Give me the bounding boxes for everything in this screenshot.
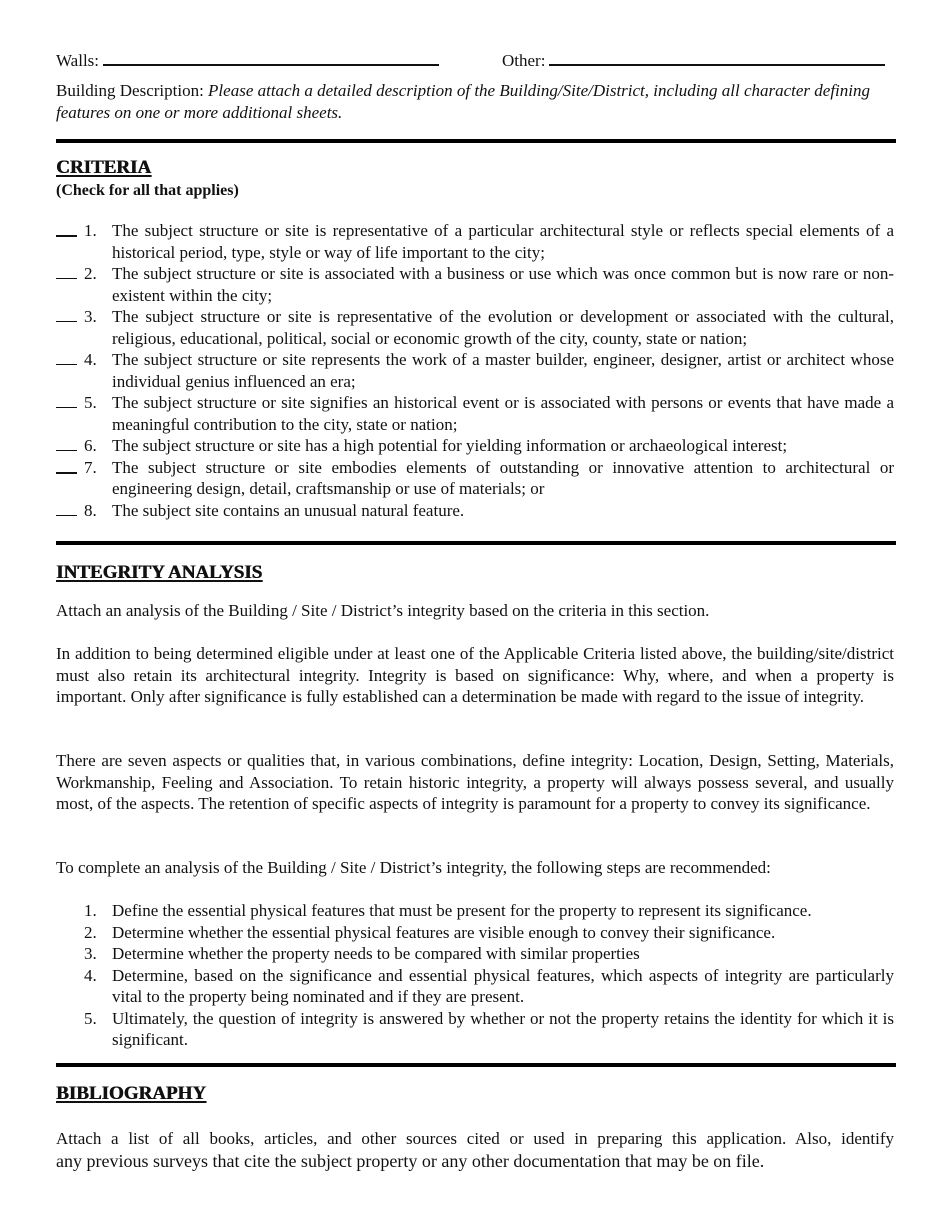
item-text: The subject site contains an unusual natural feature. [112,500,465,520]
integrity-paragraph: To complete an analysis of the Building / Site / District’s integrity, the following steps are recommended: [56,858,771,877]
step-number: 4. [84,965,97,985]
walls-label: Walls: [56,51,100,70]
checkbox-blank[interactable] [56,500,77,516]
item-text: The subject structure or site is representative of a particular architectural style or reflects special elements of a historical period, type, style or way of life important to the city; [112,221,894,262]
step-item [56,900,894,922]
other-field[interactable] [502,48,885,72]
item-text: The subject structure or site is representative of the evolution or development or associated with the cultural, religious, educational, political, social or economic growth of the city, county, state or nation; [112,307,894,348]
section-divider [56,541,896,545]
bibliography-heading: BIBLIOGRAPHY [56,1083,206,1104]
item-number: 5. [84,393,97,412]
checkbox-blank[interactable] [56,457,77,474]
checkbox-blank[interactable] [56,220,77,237]
integrity-paragraph: There are seven aspects or qualities that, in various combinations, define integrity: Location, Design, Setting, Materials, Workmanship, Feeling and Association. To retain historic integrity, a property will always possess several, and usually most, of the aspects. The retention of specific aspects of integrity is paramount for a property to convey its significance. [56,751,894,813]
walls-field[interactable] [56,48,439,72]
item-number: 2. [84,264,97,283]
criteria-item[interactable] [56,457,894,500]
item-text: The subject structure or site represents the work of a master builder, engineer, designer, artist or architect whose individual genius influenced an era; [112,350,894,391]
section-divider [56,139,896,143]
materials-row [56,48,894,72]
criteria-subheading: (Check for all that applies) [56,182,239,199]
step-number: 5. [84,1008,97,1028]
other-label: Other: [502,51,546,70]
item-text: The subject structure or site is associated with a business or use which was once common but is now rare or non-existent within the city; [112,264,894,305]
item-text: The subject structure or site signifies an historical event or is associated with persons or events that have made a meaningful contribution to the city, state or nation; [112,393,894,434]
step-item [56,922,894,944]
step-number: 3. [84,944,97,963]
checkbox-blank[interactable] [56,306,77,322]
section-divider [56,1063,896,1067]
other-input-line[interactable] [549,48,885,66]
item-number: 1. [84,221,97,240]
step-item [56,943,894,965]
bibliography-line: any previous surveys that cite the subject property or any other documentation that may be on file. [56,1150,765,1171]
criteria-item[interactable] [56,306,894,349]
criteria-heading: CRITERIA [56,157,152,178]
checkbox-blank[interactable] [56,349,77,365]
bibliography-line: Attach a list of all books, articles, and other sources cited or used in preparing this application. Also, identify [56,1129,894,1148]
item-text: The subject structure or site has a high potential for yielding information or archaeological interest; [112,436,788,455]
item-number: 7. [84,457,97,477]
integrity-intro: Attach an analysis of the Building / Site / District’s integrity based on the criteria in this section. [56,601,710,620]
item-text: The subject structure or site embodies elements of outstanding or innovative attention to architectural or engineering design, detail, craftsmanship or use of materials; or [112,457,894,498]
step-text: Determine whether the property needs to be compared with similar properties [112,944,640,963]
criteria-item[interactable] [56,220,894,263]
walls-input-line[interactable] [103,48,439,66]
step-item [56,1008,894,1051]
item-number: 4. [84,350,97,369]
item-number: 3. [84,307,97,326]
item-number: 6. [84,436,97,455]
building-description-label: Building Description: [56,81,204,100]
item-number: 8. [84,500,97,520]
criteria-item[interactable] [56,349,894,392]
building-description-instructions: Please attach a detailed description of the Building/Site/District, including all character defining features on one or more additional sheets. [56,81,871,122]
criteria-item[interactable] [56,500,894,522]
integrity-paragraph: In addition to being determined eligible under at least one of the Applicable Criteria listed above, the building/site/district must also retain its architectural integrity. Integrity is based on significance: Why, where, and when a property is important. Only after significance is fully established can a determination be made with regard to the issue of integrity. [56,644,894,706]
integrity-heading: INTEGRITY ANALYSIS [56,562,263,583]
criteria-item[interactable] [56,392,894,435]
bibliography-instructions [56,1128,894,1173]
step-number: 2. [84,922,97,942]
checkbox-blank[interactable] [56,263,77,279]
step-text: Define the essential physical features that must be present for the property to represent its significance. [112,901,812,920]
checkbox-blank[interactable] [56,392,77,408]
step-number: 1. [84,901,97,920]
criteria-item[interactable] [56,435,894,457]
criteria-item[interactable] [56,263,894,306]
step-text: Ultimately, the question of integrity is answered by whether or not the property retains the identity for which it is significant. [112,1008,894,1049]
checkbox-blank[interactable] [56,435,77,451]
integrity-steps [56,900,894,1051]
step-text: Determine whether the essential physical features are visible enough to convey their significance. [112,922,776,942]
criteria-list [56,220,894,521]
step-item [56,965,894,1008]
step-text: Determine, based on the significance and essential physical features, which aspects of integrity are particularly vital to the property being nominated and if they are present. [112,965,894,1006]
building-description [56,80,894,123]
